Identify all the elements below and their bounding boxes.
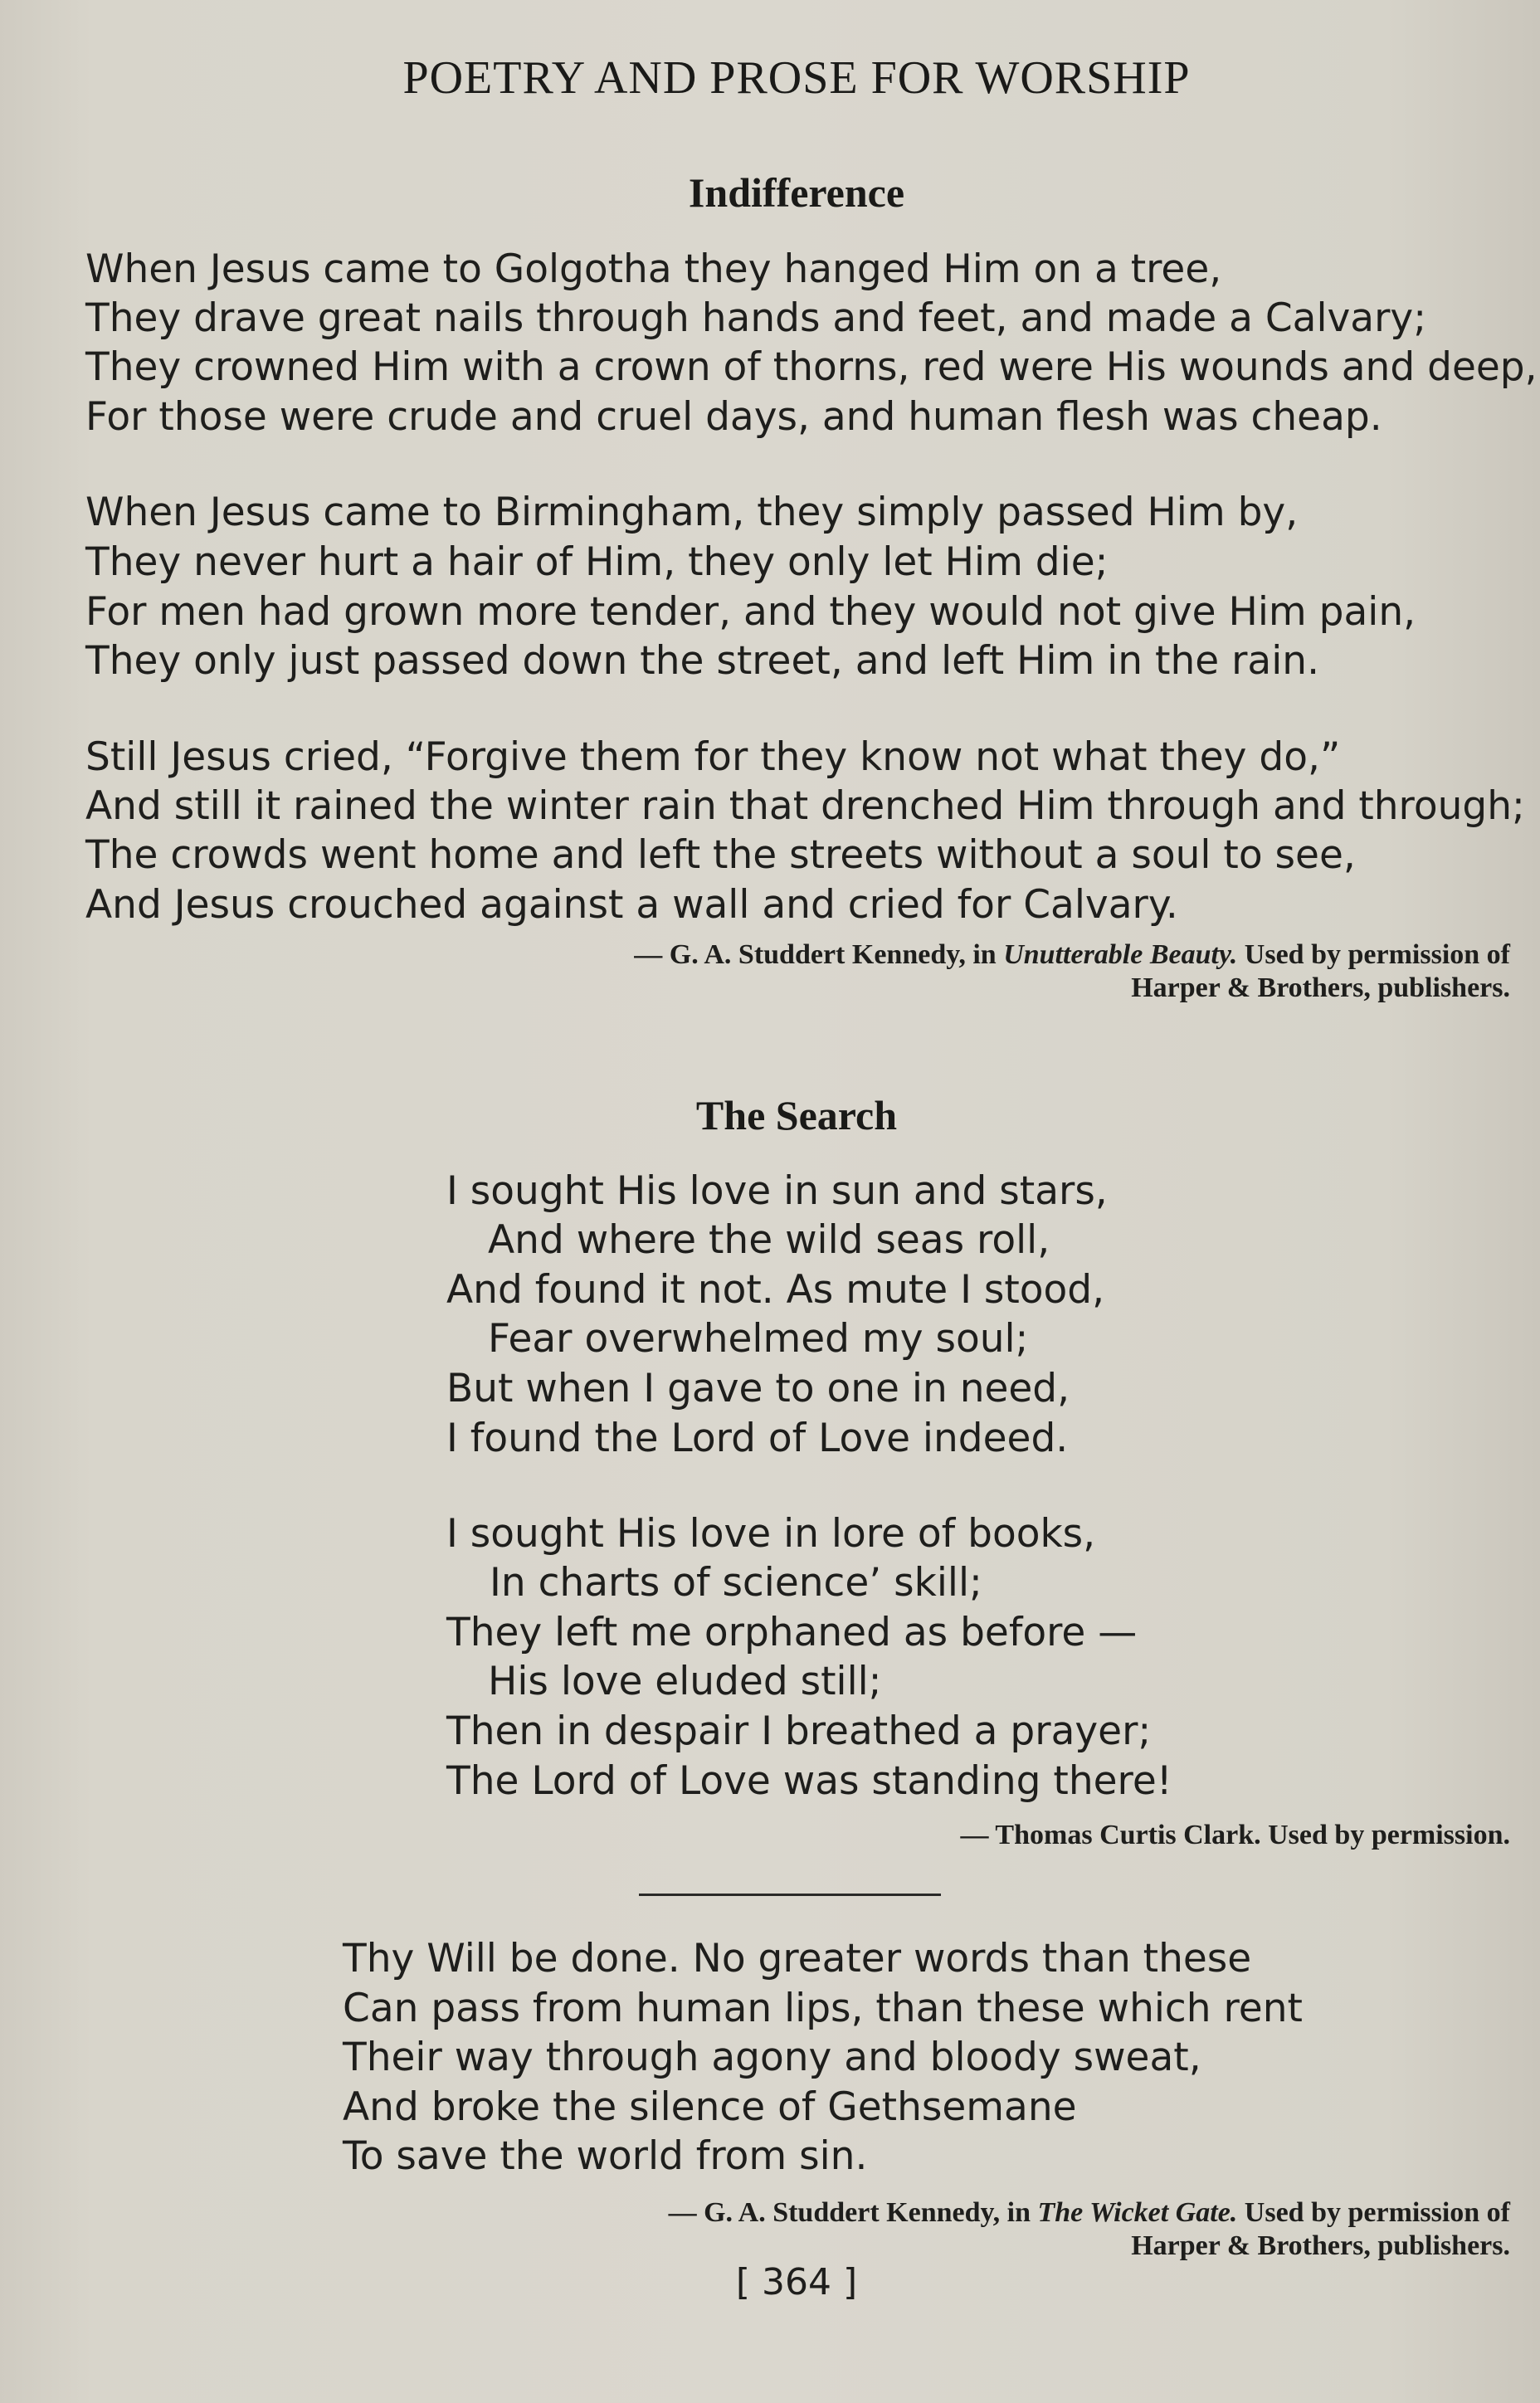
section-divider [639, 1894, 941, 1896]
credit-work-title: The Wicket Gate. [1037, 2197, 1238, 2228]
poem-line: And still it rained the winter rain that drenched Him through and through; [85, 783, 1525, 829]
poem-line: They crowned Him with a crown of thorns, red were His wounds and deep, [85, 344, 1538, 390]
poem-credit-line2: Harper & Brothers, publishers. [1131, 2230, 1510, 2261]
poem-credit: — Thomas Curtis Clark. Used by permission. [960, 1820, 1510, 1850]
poem-line: Their way through agony and bloody sweat, [343, 2035, 1201, 2080]
poem-line: For those were crude and cruel days, and human flesh was cheap. [85, 394, 1382, 440]
poem-line: I sought His love in sun and stars, [446, 1168, 1108, 1214]
poem-line: To save the world from sin. [343, 2133, 868, 2179]
poem-line: Then in despair I breathed a prayer; [446, 1708, 1152, 1754]
poem-line: I found the Lord of Love indeed. [446, 1416, 1069, 1461]
poem-line: Can pass from human lips, than these which rent [343, 1986, 1303, 2031]
poem-line: The crowds went home and left the streets without a soul to see, [85, 832, 1356, 878]
poem-line: Thy Will be done. No greater words than these [343, 1936, 1252, 1981]
poem-line: Still Jesus cried, “Forgive them for they know not what they do,” [85, 734, 1341, 780]
poem-line: When Jesus came to Birmingham, they simply passed Him by, [85, 490, 1299, 535]
poem-line: I sought His love in lore of books, [446, 1511, 1096, 1557]
poem-line: They drave great nails through hands and feet, and made a Calvary; [85, 295, 1427, 341]
poem-line: Fear overwhelmed my soul; [488, 1316, 1029, 1362]
running-head: POETRY AND PROSE FOR WORSHIP [402, 52, 1191, 104]
poem-line: The Lord of Love was standing there! [446, 1758, 1172, 1804]
poem-title-the-search: The Search [695, 1092, 898, 1138]
poem-line: And found it not. As mute I stood, [446, 1267, 1105, 1313]
poem-line: They left me orphaned as before — [446, 1610, 1138, 1655]
poem-line: And broke the silence of Gethsemane [343, 2084, 1077, 2130]
poem-title-indifference: Indifference [688, 169, 905, 216]
poem-line: They never hurt a hair of Him, they only let Him die; [85, 539, 1109, 585]
credit-work-title: Unutterable Beauty. [1003, 939, 1238, 970]
poem-line: And where the wild seas roll, [488, 1217, 1050, 1263]
poem-line: In charts of science’ skill; [490, 1560, 982, 1606]
poem-line: But when I gave to one in need, [446, 1366, 1070, 1411]
poem-credit: — G. A. Studdert Kennedy, in The Wicket Gate. Used by permission of [668, 2197, 1510, 2228]
poem-credit: — G. A. Studdert Kennedy, in Unutterable Beauty. Used by permission of [634, 939, 1510, 970]
poem-line: When Jesus came to Golgotha they hanged Him on a tree, [85, 246, 1222, 292]
poem-line: For men had grown more tender, and they would not give Him pain, [85, 589, 1416, 635]
page-number: [ 364 ] [735, 2261, 858, 2303]
poem-line: His love eluded still; [488, 1659, 882, 1704]
poem-line: And Jesus crouched against a wall and cried for Calvary. [85, 882, 1178, 928]
poem-line: They only just passed down the street, and left Him in the rain. [85, 638, 1320, 684]
poem-credit-line2: Harper & Brothers, publishers. [1131, 972, 1510, 1003]
